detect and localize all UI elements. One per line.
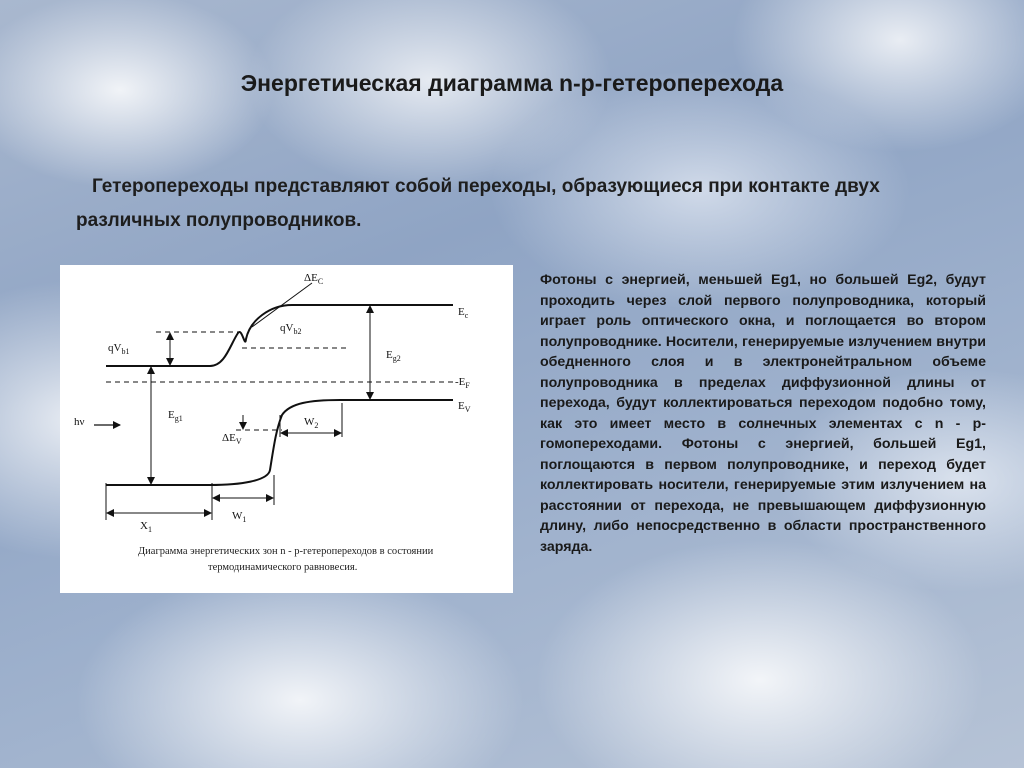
ev-label: $E_V$ bbox=[458, 400, 471, 414]
band-diagram-svg bbox=[60, 265, 513, 593]
valence-band-edge bbox=[106, 400, 453, 485]
w2-label: $W_2$ bbox=[304, 416, 319, 430]
figure-caption-line2: термодинамического равновесия. bbox=[208, 562, 358, 573]
explanation-paragraph: Фотоны с энергией, меньшей Eg1, но большей Eg2, будут проходить через слой первого полупроводника, который играет роль оптического окна, и поглощается во втором полупроводнике. Носители, генерируемые излучением внутри обедненного слоя и в электронейтральном объеме полупроводника в пределах диффузионной длины от перехода, будут коллектироваться переходом подобно тому, как это имеет место в солнечных элементах с n - p-гомопереходами. Фотоны с энергией, большей Eg1, поглощаются в первом полупроводнике, и переход будет коллектировать носители, генерируемые этим излучением на расстоянии от перехода, не превышающем диффузионную длину, либо непосредственно в области пространственного заряда. bbox=[540, 272, 986, 555]
delta-ec-label: $\Delta E_C$ bbox=[304, 272, 324, 286]
qvb1-label: $qV_{b1}$ bbox=[108, 342, 130, 356]
eg2-label: $E_{g2}$ bbox=[386, 349, 401, 363]
qvb2-label: $qV_{b2}$ bbox=[280, 322, 302, 336]
ec-label: $E_c$ bbox=[458, 306, 469, 320]
energy-band-diagram bbox=[60, 265, 513, 593]
hv-label: hν bbox=[74, 416, 85, 428]
w1-label: $W_1$ bbox=[232, 510, 247, 524]
conduction-band-edge bbox=[106, 305, 453, 366]
figure-caption-line1: Диаграмма энергетических зон n - p-гетеропереходов в состоянии bbox=[138, 546, 434, 557]
delta-ev-label: $\Delta E_V$ bbox=[222, 432, 242, 446]
ef-label: $-E_F$ bbox=[455, 376, 470, 390]
eg1-label: $E_{g1}$ bbox=[168, 409, 183, 423]
slide-title: Энергетическая диаграмма n-p-гетероперехода bbox=[240, 70, 784, 96]
x1-label: $X_1$ bbox=[140, 520, 152, 534]
intro-paragraph: Гетеропереходы представляют собой переходы, образующиеся при контакте двух различных полупроводников. bbox=[76, 176, 880, 231]
